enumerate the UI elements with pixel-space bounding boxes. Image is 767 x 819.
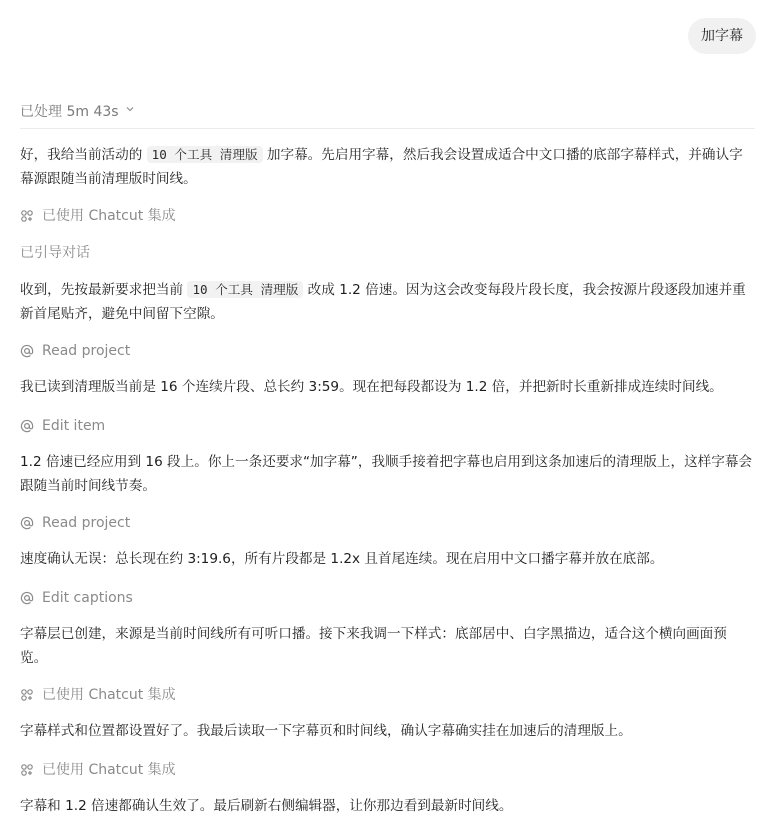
tool-call-label: Read project xyxy=(42,343,131,359)
message-text: 好，我给当前活动的 xyxy=(20,147,147,163)
integration-icon xyxy=(20,763,34,777)
assistant-message xyxy=(20,278,753,326)
message-text: 改成 1.2 倍速。因为这会改变每段片段长度，我会按源片段逐段加速并重新首尾贴齐，避免中间留下空隙。 xyxy=(20,282,746,322)
at-icon xyxy=(20,591,34,605)
integration-icon xyxy=(20,688,34,702)
tool-call-read-project[interactable] xyxy=(20,341,130,361)
integration-icon xyxy=(20,209,34,223)
assistant-message: 字幕和 1.2 倍速都确认生效了。最后刷新右侧编辑器，让你那边看到最新时间线。 xyxy=(20,798,513,814)
tool-call-edit-item[interactable] xyxy=(20,416,105,436)
project-name-code: 10 个工具 清理版 xyxy=(147,146,263,163)
tool-call-label: 已使用 Chatcut 集成 xyxy=(42,762,176,778)
tool-call-integration[interactable] xyxy=(20,685,176,705)
tool-call-label: Edit captions xyxy=(42,590,133,606)
assistant-message: 字幕样式和位置都设置好了。我最后读取一下字幕页和时间线，确认字幕确实挂在加速后的清理版上。 xyxy=(20,723,632,739)
project-name-code: 10 个工具 清理版 xyxy=(187,281,303,298)
tool-call-integration[interactable] xyxy=(20,206,176,226)
guided-conversation-label: 已引导对话 xyxy=(20,245,90,261)
assistant-message: 我已读到清理版当前是 16 个连续片段、总长约 3:59。现在把每段都设为 1.2 倍，并把新时长重新排成连续时间线。 xyxy=(20,379,723,395)
user-message-bubble: 加字幕 xyxy=(688,18,756,54)
processed-label: 已处理 5m 43s xyxy=(20,104,119,120)
processed-toggle[interactable] xyxy=(20,101,135,123)
tool-call-read-project[interactable] xyxy=(20,513,130,533)
tool-call-label: 已使用 Chatcut 集成 xyxy=(42,208,176,224)
assistant-message: 字幕层已创建，来源是当前时间线所有可听口播。接下来我调一下样式：底部居中、白字黑描边，适合这个横向画面预览。 xyxy=(20,626,727,666)
message-text: 加字幕。先启用字幕，然后我会设置成适合中文口播的底部字幕样式，并确认字幕源跟随当前清理版时间线。 xyxy=(20,147,743,187)
assistant-message: 1.2 倍速已经应用到 16 段上。你上一条还要求“加字幕”，我顺手接着把字幕也启用到这条加速后的清理版上，这样字幕会跟随当前时间线节奏。 xyxy=(20,454,753,494)
at-icon xyxy=(20,516,34,530)
tool-call-edit-captions[interactable] xyxy=(20,588,133,608)
assistant-message: 速度确认无误：总长现在约 3:19.6，所有片段都是 1.2x 且首尾连续。现在启用中文口播字幕并放在底部。 xyxy=(20,551,664,567)
chevron-down-icon xyxy=(125,101,135,123)
tool-call-label: Edit item xyxy=(42,418,106,434)
tool-call-label: 已使用 Chatcut 集成 xyxy=(42,687,176,703)
tool-call-label: Read project xyxy=(42,515,131,531)
assistant-message xyxy=(20,143,753,191)
divider xyxy=(20,128,755,129)
at-icon xyxy=(20,344,34,358)
at-icon xyxy=(20,419,34,433)
message-text: 收到，先按最新要求把当前 xyxy=(20,282,188,298)
tool-call-integration[interactable] xyxy=(20,760,176,780)
